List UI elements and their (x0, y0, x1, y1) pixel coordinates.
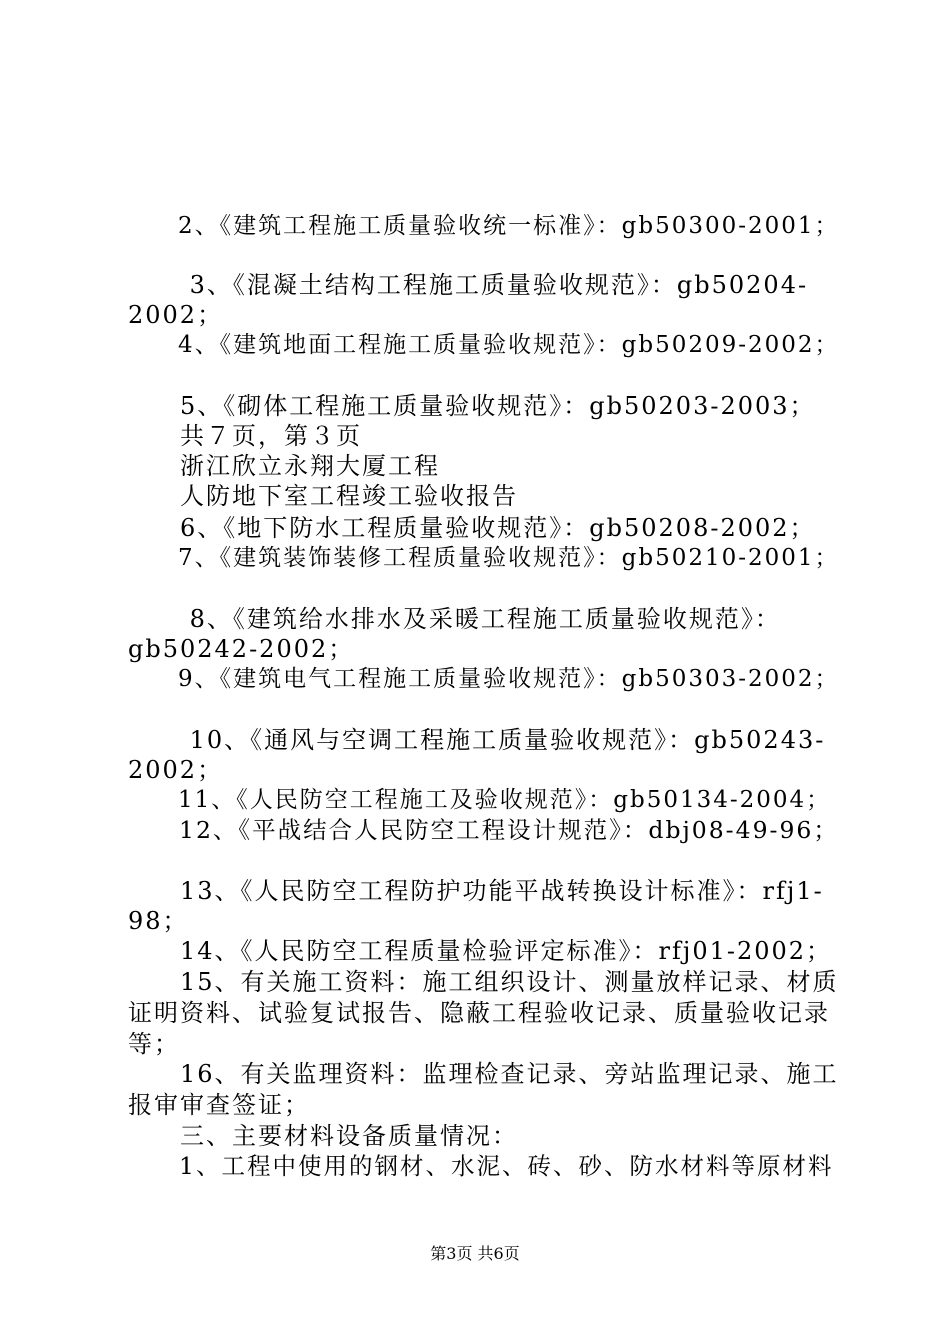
text-line: 人防地下室工程竣工验收报告 (128, 482, 518, 510)
text-line: 7、《建筑装饰装修工程质量验收规范》：gb50210-2001； (128, 545, 840, 571)
text-line: 8、《建筑给水排水及采暖工程施工质量验收规范》： (128, 605, 781, 633)
text-line: gb50242-2002； (128, 635, 355, 663)
page-footer: 第3页 共6页 (430, 1244, 520, 1263)
text-line: 证明资料、试验复试报告、隐蔽工程验收记录、质量验收记录 (128, 999, 830, 1027)
text-line: 2002； (128, 301, 224, 329)
text-line: 4、《建筑地面工程施工质量验收规范》：gb50209-2002； (128, 332, 840, 358)
text-line: 报审审查签证； (128, 1091, 310, 1119)
text-line: 12、《平战结合人民防空工程设计规范》：dbj08-49-96； (128, 816, 839, 844)
text-line: 15、有关施工资料：施工组织设计、测量放样记录、材质 (128, 968, 839, 996)
text-line: 3、《混凝土结构工程施工质量验收规范》：gb50204- (128, 271, 809, 299)
text-line: 2002； (128, 756, 224, 784)
text-line: 2、《建筑工程施工质量验收统一标准》：gb50300-2001； (128, 213, 840, 239)
text-line: 13、《人民防空工程防护功能平战转换设计标准》：rfj1- (128, 877, 824, 905)
text-line: 16、有关监理资料：监理检查记录、旁站监理记录、施工 (128, 1060, 839, 1088)
text-line: 11、《人民防空工程施工及验收规范》：gb50134-2004； (128, 787, 832, 813)
text-line: 等； (128, 1030, 180, 1058)
text-line: 6、《地下防水工程质量验收规范》：gb50208-2002； (128, 514, 816, 542)
text-line: 5、《砌体工程施工质量验收规范》：gb50203-2003； (128, 392, 816, 420)
text-line: 共７页，第３页 (128, 422, 362, 450)
text-line: 9、《建筑电气工程施工质量验收规范》：gb50303-2002； (128, 666, 840, 692)
text-line: 14、《人民防空工程质量检验评定标准》：rfj01-2002； (128, 937, 833, 965)
text-line: 98； (128, 907, 189, 935)
text-line: 1、工程中使用的钢材、水泥、砖、砂、防水材料等原材料 (128, 1152, 834, 1180)
text-line: 10、《通风与空调工程施工质量验收规范》：gb50243- (128, 726, 826, 754)
text-line: 浙江欣立永翔大厦工程 (128, 452, 440, 480)
text-line: 三、主要材料设备质量情况： (128, 1122, 518, 1150)
